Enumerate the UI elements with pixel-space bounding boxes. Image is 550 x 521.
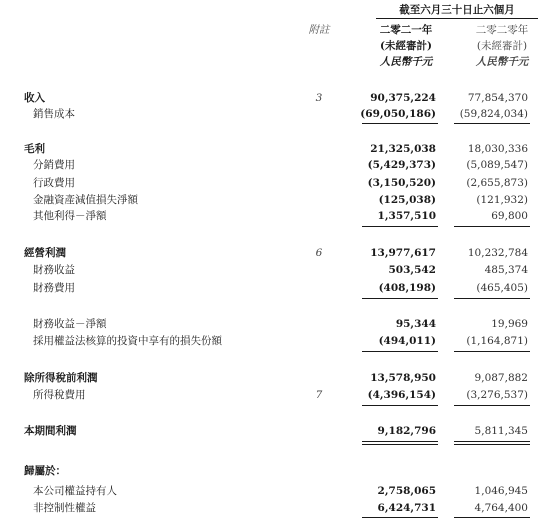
row-administrative-expenses	[0, 174, 550, 192]
row-label: 本期間利潤	[24, 425, 77, 437]
current-audit-status: (未經審計)	[380, 40, 432, 52]
note-column-header: 附註	[308, 24, 330, 36]
current-value: (408,198)	[378, 282, 436, 294]
row-profit-for-period	[0, 422, 550, 440]
row-label: 銷售成本	[33, 108, 75, 120]
current-currency: 人民幣千元	[379, 56, 433, 68]
previous-value: 19,969	[491, 318, 528, 330]
previous-value: (1,164,871)	[466, 335, 528, 347]
row-label: 歸屬於：	[24, 465, 66, 477]
previous-value: 1,046,945	[474, 485, 528, 497]
previous-currency: 人民幣千元	[475, 56, 529, 68]
row-label: 所得稅費用	[33, 389, 86, 401]
subtotal-line	[362, 405, 438, 406]
previous-value: 4,764,400	[474, 502, 528, 514]
period-header: 截至六月三十日止六個月	[399, 4, 515, 16]
row-attributable-to	[0, 462, 550, 480]
period-underline	[376, 18, 538, 19]
current-value: (125,038)	[378, 194, 436, 206]
current-value: 90,375,224	[370, 92, 436, 104]
row-finance-income	[0, 261, 550, 279]
subtotal-line	[454, 123, 530, 124]
row-label: 本公司權益持有人	[33, 485, 117, 497]
previous-value: 5,811,345	[474, 425, 528, 437]
row-finance-expenses	[0, 279, 550, 297]
current-value: 9,182,796	[377, 425, 436, 437]
subtotal-line	[362, 351, 438, 352]
previous-value: (5,089,547)	[466, 159, 528, 171]
previous-value: (59,824,034)	[459, 108, 528, 120]
double-underline	[454, 441, 530, 442]
subtotal-line	[454, 351, 530, 352]
current-year: 二零二一年	[379, 24, 433, 36]
row-note: 3	[315, 92, 323, 104]
row-label: 其他利得－淨額	[33, 210, 107, 222]
row-cost-of-sales	[0, 105, 550, 123]
row-label: 金融資產減值損失淨額	[33, 194, 138, 206]
row-owners-of-company	[0, 482, 550, 500]
row-label: 分銷費用	[33, 159, 75, 171]
row-label: 採用權益法核算的投資中享有的損失份額	[33, 335, 222, 347]
row-finance-income-net	[0, 315, 550, 333]
row-label: 財務收益－淨額	[33, 318, 107, 330]
current-value: 13,578,950	[370, 372, 436, 384]
current-period-header	[362, 23, 450, 71]
row-operating-profit	[0, 244, 550, 262]
current-value: 95,344	[395, 318, 436, 330]
current-value: 13,977,617	[370, 247, 436, 259]
subtotal-line	[362, 123, 438, 124]
previous-year: 二零二零年	[475, 24, 529, 36]
previous-value: 485,374	[484, 264, 528, 276]
row-label: 行政費用	[33, 177, 75, 189]
row-profit-before-tax	[0, 369, 550, 387]
previous-value: (3,276,537)	[466, 389, 528, 401]
row-label: 毛利	[24, 143, 45, 155]
previous-value: (465,405)	[476, 282, 528, 294]
subtotal-line	[362, 517, 438, 518]
row-share-of-losses	[0, 332, 550, 350]
previous-period-header	[460, 23, 544, 71]
current-value: (5,429,373)	[367, 159, 436, 171]
row-non-controlling-interests	[0, 499, 550, 517]
row-label: 非控制性權益	[33, 502, 96, 514]
row-income-tax	[0, 386, 550, 404]
row-label: 收入	[24, 92, 45, 104]
subtotal-line	[454, 298, 530, 299]
subtotal-line	[362, 298, 438, 299]
double-underline	[362, 441, 438, 442]
current-value: (4,396,154)	[367, 389, 436, 401]
subtotal-line	[454, 517, 530, 518]
previous-value: 10,232,784	[467, 247, 528, 259]
current-value: 21,325,038	[370, 143, 436, 155]
previous-value: (121,932)	[476, 194, 528, 206]
double-underline	[362, 444, 438, 445]
double-underline	[454, 444, 530, 445]
row-label: 財務費用	[33, 282, 75, 294]
current-value: (494,011)	[378, 335, 436, 347]
subtotal-line	[454, 226, 530, 227]
current-value: 2,758,065	[377, 485, 436, 497]
previous-value: 9,087,882	[474, 372, 528, 384]
row-note: 7	[315, 389, 323, 401]
previous-audit-status: (未經審計)	[476, 40, 528, 52]
row-other-gains	[0, 207, 550, 225]
current-value: 503,542	[388, 264, 436, 276]
subtotal-line	[454, 405, 530, 406]
row-label: 財務收益	[33, 264, 75, 276]
subtotal-line	[362, 226, 438, 227]
current-value: (3,150,520)	[367, 177, 436, 189]
row-note: 6	[315, 247, 323, 259]
current-value: 1,357,510	[377, 210, 436, 222]
row-distribution-costs	[0, 156, 550, 174]
current-value: (69,050,186)	[360, 108, 436, 120]
current-value: 6,424,731	[377, 502, 436, 514]
row-label: 除所得稅前利潤	[24, 372, 98, 384]
previous-value: (2,655,873)	[466, 177, 528, 189]
row-label: 經營利潤	[24, 247, 66, 259]
previous-value: 18,030,336	[467, 143, 528, 155]
previous-value: 69,800	[491, 210, 528, 222]
previous-value: 77,854,370	[467, 92, 528, 104]
